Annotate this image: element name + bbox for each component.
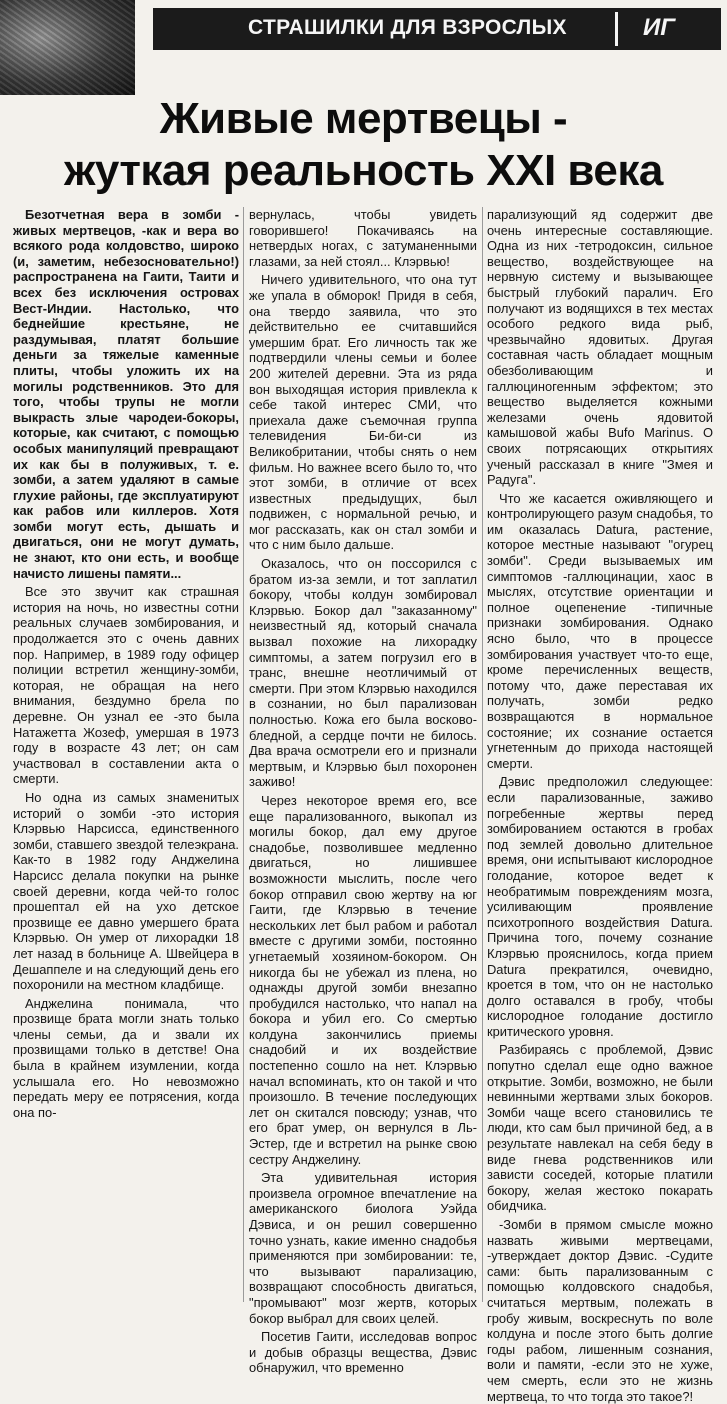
paragraph: Посетив Гаити, исследовав вопрос и добыв образцы вещества, Дэвис обнаружил, что временно bbox=[249, 1329, 477, 1376]
paragraph: Дэвис предположил следующее: если парализованные, заживо погребенные жертвы перед зомбированием остаются в гробах под землей довольно длительное время, они испытывают кислородное голодание, которое ведет к необратимым повреждениям мозга, усиливающим проявление психотропного воздействия Datura. Причина того, почему сознание Клэрвью прояснилось, когда прием Datura прекратился, очевидно, кроется в том, что он не настолько долго оставался в гробу, чтобы кислородное голодание достигло критического уровня. bbox=[487, 774, 713, 1039]
lead-paragraph: Безотчетная вера в зомби - живых мертвецов, -как и вера во всякого рода колдовство, широко (и, заметим, небезосновательно!) распространена на Гаити, Таити и всех без исключения островах Вест-Индии. Настолько, что беднейшие крестьяне, не раздумывая, платят большие деньги за тяжелые каменные плиты, чтобы уложить их на могилы родственников. Это для того, чтобы трупы не могли выкрасть злые чародеи-бокоры, которые, как считают, с помощью особых манипуляций превращают их как бы в полуживых, т. е. зомби, а затем удаляют в самые глухие районы, где эксплуатируют как рабов или киллеров. Хотя зомби могут есть, дышать и двигаться, они не могут думать, не знают, кто они есть, и вообще начисто лишены памяти... bbox=[13, 207, 239, 581]
paragraph: вернулась, чтобы увидеть говорившего! Покачиваясь на нетвердых ногах, с затуманенными глазами, за ней стоял... Клэрвью! bbox=[249, 207, 477, 269]
rubric-code: ИГ bbox=[643, 14, 675, 41]
paragraph: Эта удивительная история произвела огромное впечатление на американского биолога Уэйда Дэвиса, и он решил совершенно точно узнать, какие именно снадобья применяются при зомбировании: те, что вызывают парализацию, возвращают способность двигаться, "промывают" мозг жертв, которых бокор выбрал для своих целей. bbox=[249, 1170, 477, 1326]
paragraph: Оказалось, что он поссорился с братом из-за земли, и тот заплатил бокору, чтобы колдун зомбировал Клэрвью. Бокор дал "заказанному" неизвестный яд, который сначала вызвал похожие на лихорадку симптомы, а затем погрузил его в транс, внешне неотличимый от смерти. При этом Клэрвью находился в сознании, но был парализован полностью. Кожа его была восково-бледной, а сердце почти не билось. Два врача осмотрели его и признали мертвым, и Клэрвью был похоронен заживо! bbox=[249, 556, 477, 790]
paragraph: Через некоторое время его, все еще парализованного, выкопал из могилы бокор, дал ему другое снадобье, позволившее медленно двигаться, но лишившее возможности мыслить, после чего бокор отправил свою жертву на юг Гаити, где Клэрвью в течение нескольких лет был рабом и работал вместе с другими зомби, постоянно угнетаемый хозяином-бокором. Он никогда бы не убежал из плена, но однажды другой зомби внезапно пробудился настолько, что напал на бокора и убил его. Со смертью колдуна закончились приемы снадобий и их воздействие постепенно сошло на нет. Клэрвью начал вспоминать, кто он такой и что произошло. В течение последующих лет он скитался повсюду; узнав, что его брат умер, он вернулся в Ль-Эстер, где и встретил на рынке свою сестру Анджелину. bbox=[249, 792, 477, 1167]
paragraph: Разбираясь с проблемой, Дэвис попутно сделал еще одно важное открытие. Зомби, возможно, не были невинными жертвами злых бокоров. Зомби чаще всего становились те люди, кто сам был причиной бед, а в результате навлекал на себя беду в виде гнева родственников или зависти соседей, которые платили бокору, желая жестоко покарать обидчика. bbox=[487, 1042, 713, 1214]
article-column-3 bbox=[487, 207, 713, 1404]
column-divider bbox=[482, 207, 483, 1302]
headline-line-1: Живые мертвецы - bbox=[159, 94, 568, 143]
corner-photo bbox=[0, 0, 135, 95]
rubric-bar bbox=[153, 8, 721, 50]
article-headline bbox=[0, 93, 727, 197]
article-column-1 bbox=[13, 207, 239, 1305]
headline-line-2: жуткая реальность XXI века bbox=[64, 146, 663, 195]
paragraph: Ничего удивительного, что она тут же упала в обморок! Придя в себя, она твердо заявила, что это действительно ее считавшийся умершим брат. Его личность так же подтвердили члены семьи и более 200 жителей деревни. Эта из ряда вон выходящая история привлекла к себе такой интерес СМИ, что приехала даже съемочная группа телевидения Би-би-си из Великобритании, чтобы снять о нем фильм. Но важнее всего было то, что этот зомби, в отличие от всех известных предыдущих, был подвижен, с нормальной речью, и мог рассказать, как он стал зомби и что с ним было дальше. bbox=[249, 272, 477, 553]
paragraph: Анджелина понимала, что прозвище брата могли знать только члены семьи, да и звали их прозвищами только в детстве! Она была в крайнем изумлении, когда услышала его. Но невозможно передать меру ее потрясения, когда она по- bbox=[13, 995, 239, 1120]
column-divider bbox=[243, 207, 244, 1302]
paragraph: Все это звучит как страшная история на ночь, но известны сотни реальных случаев зомбирования, и продолжается это с очень давних пор. Например, в 1989 году офицер полиции встретил женщину-зомби, которая, не обращая на него внимания, бездумно брела по деревне. Он узнал ее -это была Натажетта Жозеф, умершая в 1973 году в возрасте 43 лет; он сам участвовал в составлении акта о смерти. bbox=[13, 584, 239, 787]
rubric-title: СТРАШИЛКИ ДЛЯ ВЗРОСЛЫХ bbox=[248, 16, 567, 39]
paragraph: Но одна из самых знаменитых историй о зомби -это история Клэрвью Нарсисса, единственного зомби, ставшего звездой телеэкрана. Как-то в 1982 году Анджелина Нарсисс делала покупки на рынке своей деревни, когда чей-то голос прошептал ей на ухо детское прозвище ее давно умершего брата Клэрвью. Он умер от лихорадки 18 лет назад в больнице А. Швейцера в Дешаппеле и на следующий день его похоронили на местном кладбище. bbox=[13, 789, 239, 993]
article-column-2 bbox=[249, 207, 477, 1376]
paragraph: парализующий яд содержит две очень интересные составляющие. Одна из них -тетродоксин, сильное вещество, воздействующее на нервную систему и вызывающее быстрый глубокий паралич. Его получают из водящихся в тех местах особого редкого вида рыб, чрезвычайно ядовитых. Другая составная часть обладает мощным обезболивающим и галлюциногенным эффектом; это вещество выделяется кожными железами очень ядовитой камышовой жабы Bufo Marinus. О своих потрясающих открытиях ученый рассказал в книге "Змея и Радуга". bbox=[487, 207, 713, 488]
paragraph: -Зомби в прямом смысле можно назвать живыми мертвецами, -утверждает доктор Дэвис. -Судите сами: быть парализованным с помощью колдовского снадобья, считаться мертвым, полежать в гробу живым, воскреснуть по воле колдуна и после этого быть долгие годы рабом, лишенным сознания, воли и памяти, -если это не хуже, чем смерть, если это не жизнь мертвеца, то что тогда это такое?! bbox=[487, 1217, 713, 1404]
rubric-divider bbox=[615, 12, 618, 46]
paragraph: Что же касается оживляющего и контролирующего разум снадобья, то им оказалась Datura, растение, которое местные называют "огурец зомби". Среди вызываемых им симптомов -галлюцинации, хаос в мыслях, отсутствие ориентации и полное оцепенение -типичные признаки зомбирования. Однако ясно было, что в процессе зомбирования участвует что-то еще, кроме перечисленных веществ, потому что, даже переставая их получать, зомби редко возвращаются в нормальное состояние; их сознание остается угнетенным до прихода настоящей смерти. bbox=[487, 490, 713, 771]
